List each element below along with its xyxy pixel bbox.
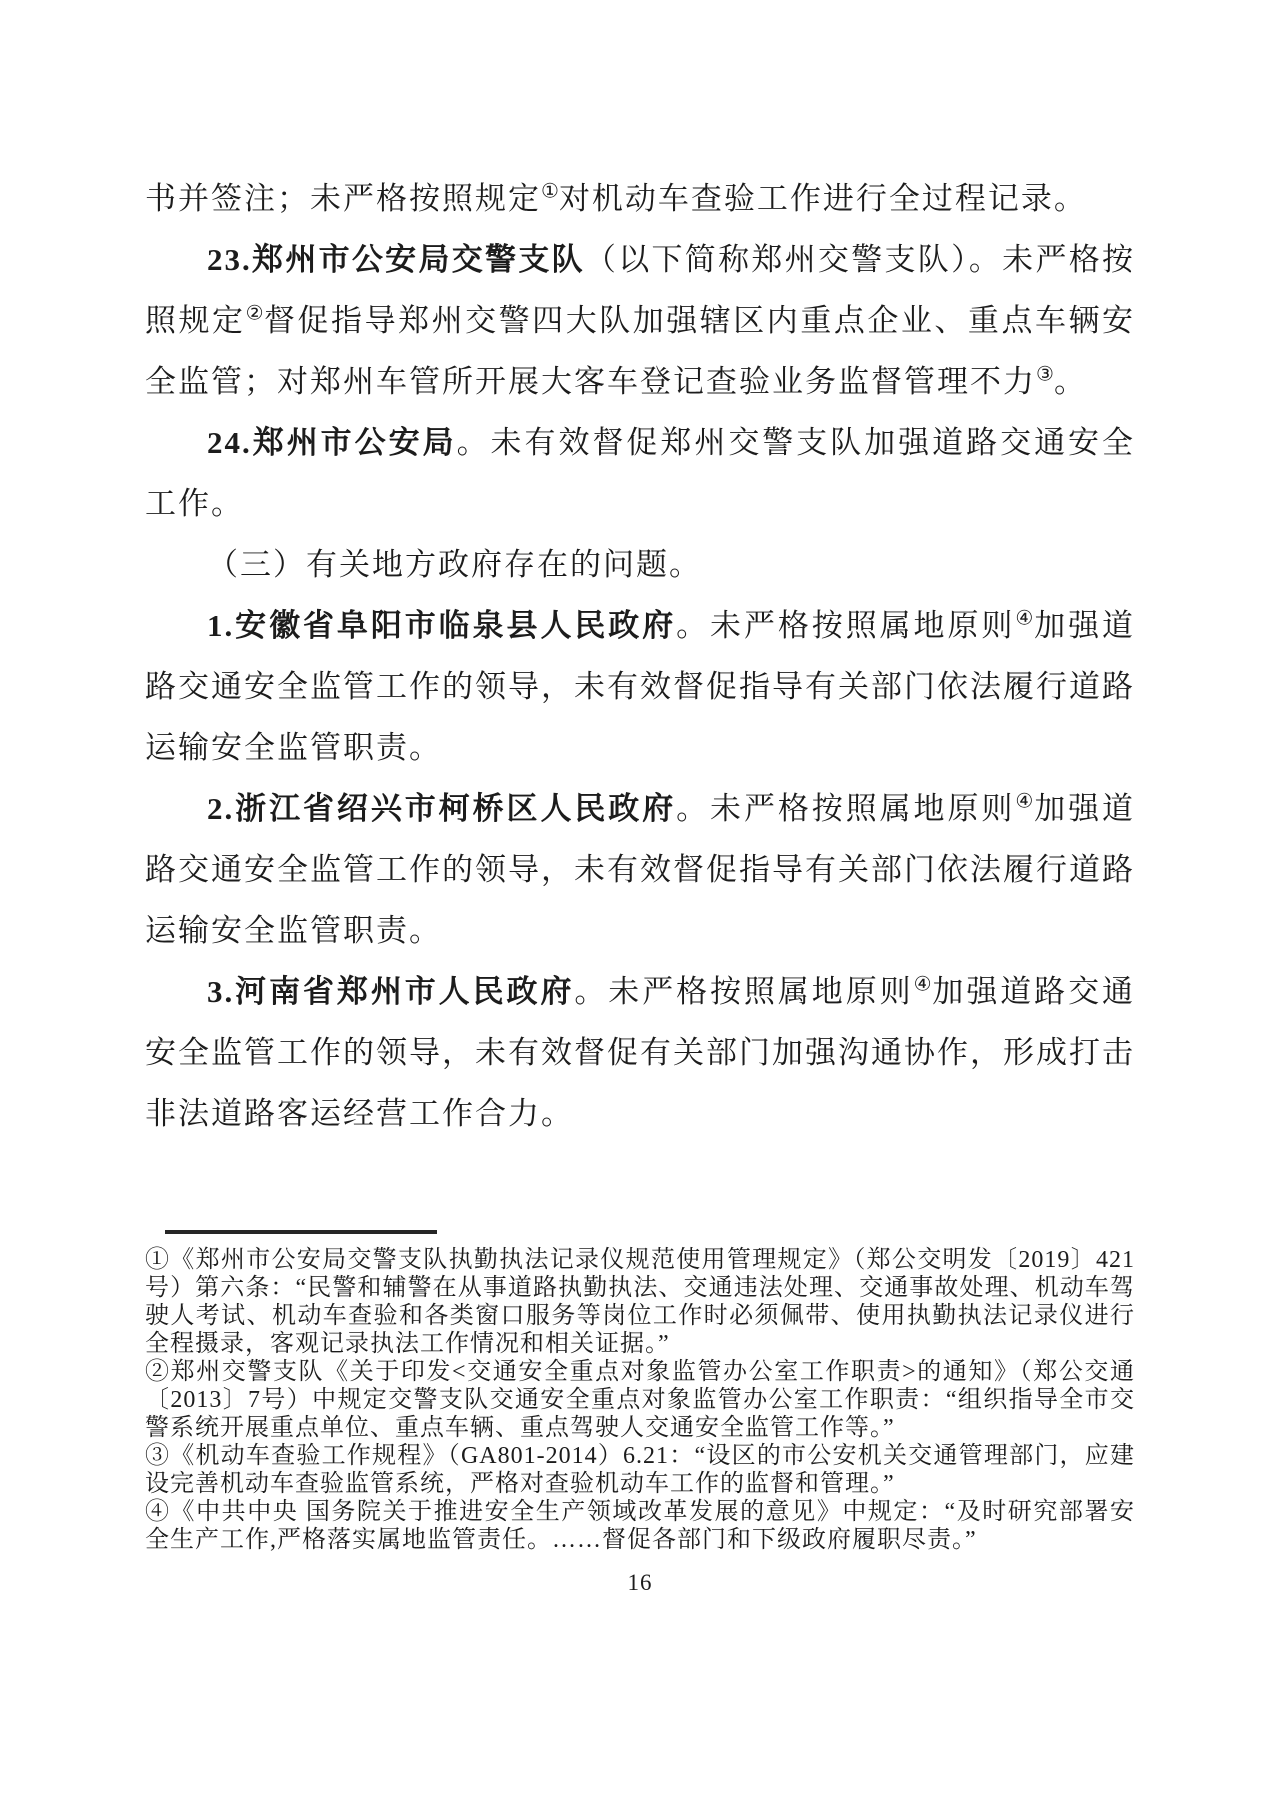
paragraph-text: 加强道路交通安全监管工作的领导，未有效督促指导有关部门依法履行道路运输安全监管职责。 xyxy=(145,791,1136,948)
paragraph-text: 。未有效督促郑州交警支队加强道路交通安全工作。 xyxy=(145,425,1136,521)
paragraph-text: 督促指导郑州交警四大队加强辖区内重点企业、重点车辆安全监管；对郑州车管所开展大客车登记查验业务监督管理不力 xyxy=(145,303,1135,399)
body-paragraph xyxy=(145,168,1135,229)
paragraph-text: 。未严格按照属地原则 xyxy=(676,791,1016,826)
footnote-ref: ③ xyxy=(1036,363,1054,386)
paragraph-text: （以下简称郑州交警支队）。未严格按照规定 xyxy=(145,242,1136,338)
body-paragraph xyxy=(145,961,1135,1144)
footnote-divider xyxy=(165,1230,437,1234)
paragraph-text: 对机动车查验工作进行全过程记录。 xyxy=(558,181,1087,216)
paragraph-lead: 24.郑州市公安局 xyxy=(207,425,457,460)
page-number: 16 xyxy=(627,1570,653,1595)
paragraph-lead: 1.安徽省阜阳市临泉县人民政府 xyxy=(207,608,677,643)
paragraph-lead: 23.郑州市公安局交警支队 xyxy=(207,242,585,277)
paragraph-text: 加强道路交通安全监管工作的领导，未有效督促指导有关部门依法履行道路运输安全监管职责。 xyxy=(145,608,1136,765)
footnote-ref: ④ xyxy=(913,973,933,996)
paragraph-text: 。未严格按照属地原则 xyxy=(676,608,1016,643)
paragraph-lead: 3.河南省郑州市人民政府 xyxy=(207,974,575,1009)
paragraph-text: （三）有关地方政府存在的问题。 xyxy=(207,547,702,582)
paragraph-text: 加强道路交通安全监管工作的领导，未有效督促有关部门加强沟通协作，形成打击非法道路客运经营工作合力。 xyxy=(145,974,1136,1131)
footnote-ref: ④ xyxy=(1015,607,1035,630)
paragraph-text: 书并签注；未严格按照规定 xyxy=(145,181,541,216)
paragraph-text: 。未严格按照属地原则 xyxy=(574,974,914,1009)
body-paragraph xyxy=(145,778,1135,961)
body-paragraph xyxy=(145,229,1135,412)
footnote: ②郑州交警支队《关于印发<交通安全重点对象监管办公室工作职责>的通知》（郑公交通〔2013〕7号）中规定交警支队交通安全重点对象监管办公室工作职责：“组织指导全市交警系统开展重点单位、重点车辆、重点驾驶人交通安全监管工作等。” xyxy=(145,1359,1135,1441)
footnote-ref: ④ xyxy=(1015,790,1035,813)
paragraph-lead: 2.浙江省绍兴市柯桥区人民政府 xyxy=(207,791,677,826)
footnote: ①《郑州市公安局交警支队执勤执法记录仪规范使用管理规定》（郑公交明发〔2019〕421号）第六条：“民警和辅警在从事道路执勤执法、交通违法处理、交通事故处理、机动车驾驶人考试、机动车查验和各类窗口服务等岗位工作时必须佩带、使用执勤执法记录仪进行全程摄录，客观记录执法工作情况和相关证据。” xyxy=(145,1247,1135,1357)
footnote-ref: ② xyxy=(245,302,265,325)
body-paragraph xyxy=(145,412,1135,534)
footnote-ref: ① xyxy=(541,180,559,203)
body-paragraph xyxy=(145,534,1135,595)
footnote: ④《中共中央 国务院关于推进安全生产领域改革发展的意见》中规定：“及时研究部署安全生产工作,严格落实属地监管责任。……督促各部门和下级政府履职尽责。” xyxy=(145,1499,1135,1553)
document-body xyxy=(145,168,1135,1144)
body-paragraph xyxy=(145,595,1135,778)
footnote: ③《机动车查验工作规程》（GA801-2014）6.21：“设区的市公安机关交通管理部门，应建设完善机动车查验监管系统，严格对查验机动车工作的监督和管理。” xyxy=(145,1443,1135,1497)
paragraph-text: 。 xyxy=(1053,364,1087,399)
footnote-list xyxy=(145,1246,1135,1554)
footnotes-section xyxy=(145,1230,1135,1554)
